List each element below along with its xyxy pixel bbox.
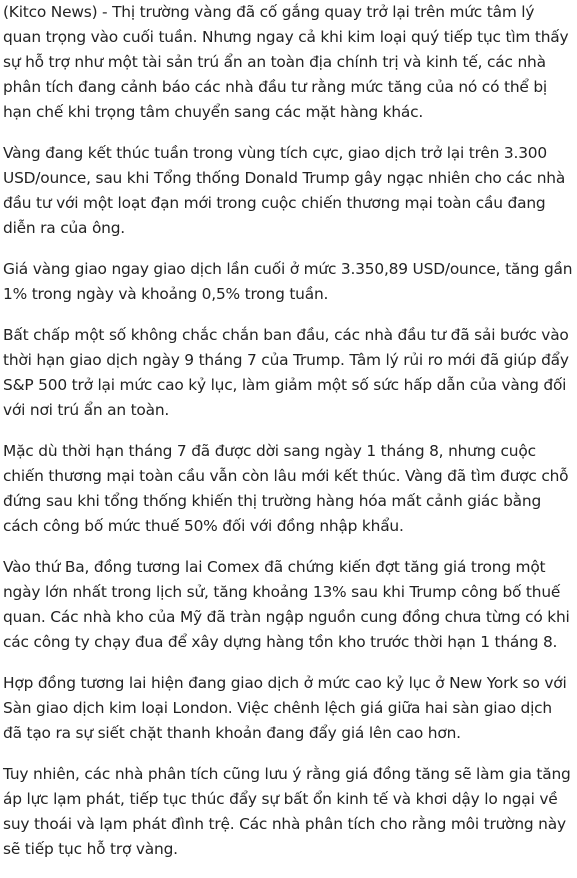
article-body [3,0,573,878]
article-paragraph: Mặc dù thời hạn tháng 7 đã được dời sang ngày 1 tháng 8, nhưng cuộc chiến thương mại toàn cầu vẫn còn lâu mới kết thúc. Vàng đã tìm được chỗ đứng sau khi tổng thống khiến thị trường hàng hóa mất cảnh giác bằng cách công bố mức thuế 50% đối với đồng nhập khẩu. [3,442,569,535]
article-paragraph: Bất chấp một số không chắc chắn ban đầu, các nhà đầu tư đã sải bước vào thời hạn giao dịch ngày 9 tháng 7 của Trump. Tâm lý rủi ro mới đã giúp đẩy S&P 500 trở lại mức cao kỷ lục, làm giảm một số sức hấp dẫn của vàng đối với nơi trú ẩn an toàn. [3,326,569,419]
article-paragraph: Hợp đồng tương lai hiện đang giao dịch ở mức cao kỷ lục ở New York so với Sàn giao dịch kim loại London. Việc chênh lệch giá giữa hai sàn giao dịch đã tạo ra sự siết chặt thanh khoản đang đẩy giá lên cao hơn. [3,674,567,742]
article-paragraph: Vào thứ Ba, đồng tương lai Comex đã chứng kiến đợt tăng giá trong một ngày lớn nhất trong lịch sử, tăng khoảng 13% sau khi Trump công bố thuế quan. Các nhà kho của Mỹ đã tràn ngập nguồn cung đồng chưa từng có khi các công ty chạy đua để xây dựng hàng tồn kho trước thời hạn 1 tháng 8. [3,558,570,651]
article-paragraph: Tuy nhiên, các nhà phân tích cũng lưu ý rằng giá đồng tăng sẽ làm gia tăng áp lực lạm phát, tiếp tục thúc đẩy sự bất ổn kinh tế và khơi dậy lo ngại về suy thoái và lạm phát đình trệ. Các nhà phân tích cho rằng môi trường này sẽ tiếp tục hỗ trợ vàng. [3,765,571,858]
article-paragraph: Vàng đang kết thúc tuần trong vùng tích cực, giao dịch trở lại trên 3.300 USD/ounce, sau khi Tổng thống Donald Trump gây ngạc nhiên cho các nhà đầu tư với một loạt đạn mới trong cuộc chiến thương mại toàn cầu đang diễn ra của ông. [3,144,566,237]
article-paragraph: Giá vàng giao ngay giao dịch lần cuối ở mức 3.350,89 USD/ounce, tăng gần 1% trong ngày và khoảng 0,5% trong tuần. [3,260,573,303]
article-paragraph: (Kitco News) - Thị trường vàng đã cố gắng quay trở lại trên mức tâm lý quan trọng vào cuối tuần. Nhưng ngay cả khi kim loại quý tiếp tục tìm thấy sự hỗ trợ như một tài sản trú ẩn an toàn địa chính trị và kinh tế, các nhà phân tích đang cảnh báo các nhà đầu tư rằng mức tăng của nó có thể bị hạn chế khi trọng tâm chuyển sang các mặt hàng khác. [3,3,569,121]
